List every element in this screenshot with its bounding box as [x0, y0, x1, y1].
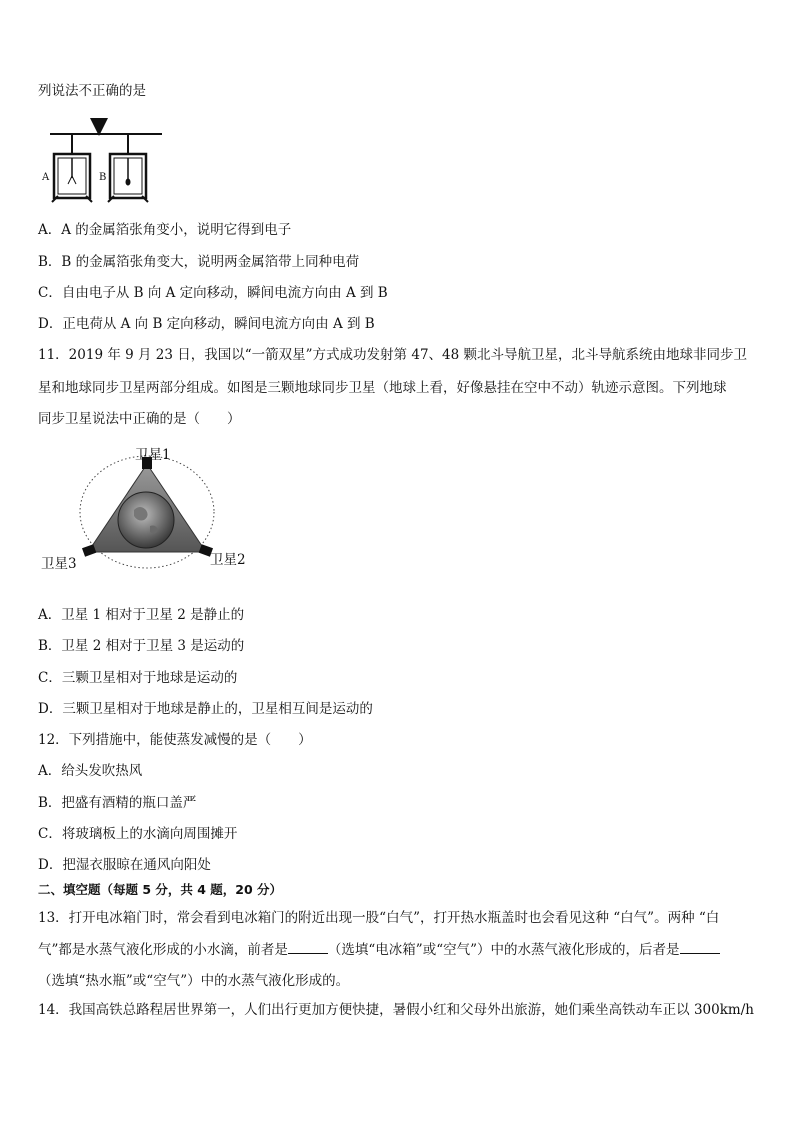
- q11-option-b: B．卫星 2 相对于卫星 3 是运动的: [38, 638, 245, 654]
- q12-option-a: A．给头发吹热风: [38, 763, 143, 779]
- satellite-2-label: 卫星2: [210, 552, 246, 568]
- q11-stem-line3: 同步卫星说法中正确的是（ ）: [38, 411, 241, 427]
- q12-option-c: C．将玻璃板上的水滴向周围摊开: [38, 826, 238, 842]
- q13-line1: 13．打开电冰箱门时，常会看到电冰箱门的附近出现一股“白气”，打开热水瓶盖时也会看见这种 “白气”。两种 “白: [38, 910, 720, 926]
- q10-option-d: D．正电荷从 A 向 B 定向移动，瞬间电流方向由 A 到 B: [38, 316, 375, 332]
- satellite-3-label: 卫星3: [41, 556, 77, 572]
- q12-option-d: D．把湿衣服晾在通风向阳处: [38, 857, 211, 873]
- q13-line3: （选填“热水瓶”或“空气”）中的水蒸气液化形成的。: [38, 973, 350, 989]
- q10-option-a: A．A 的金属箔张角变小，说明它得到电子: [38, 222, 292, 238]
- q11-option-c: C．三颗卫星相对于地球是运动的: [38, 670, 238, 686]
- q11-stem-line1: 11．2019 年 9 月 23 日，我国以“一箭双星”方式成功发射第 47、48 颗北斗导航卫星，北斗导航系统由地球非同步卫: [38, 347, 747, 363]
- satellite-1-label: 卫星1: [135, 447, 171, 463]
- q12-option-b: B．把盛有酒精的瓶口盖严: [38, 795, 197, 811]
- q10-option-c: C．自由电子从 B 向 A 定向移动，瞬间电流方向由 A 到 B: [38, 285, 388, 301]
- satellite-orbit-figure: [38, 440, 258, 580]
- q13-blank-1[interactable]: [288, 941, 328, 954]
- label-a: A: [42, 172, 50, 183]
- q11-option-d: D．三颗卫星相对于地球是静止的，卫星相互间是运动的: [38, 701, 373, 717]
- q10-stem-tail: 列说法不正确的是: [38, 83, 146, 99]
- electroscope-figure: [38, 112, 168, 204]
- q13-line2-part-b: （选填“电冰箱”或“空气”）中的水蒸气液化形成的，后者是: [327, 942, 680, 958]
- q12-stem: 12．下列措施中，能使蒸发减慢的是（ ）: [38, 732, 312, 748]
- q11-option-a: A．卫星 1 相对于卫星 2 是静止的: [38, 607, 245, 623]
- label-b: B: [99, 172, 107, 183]
- q13-line2-part-a: 气”都是水蒸气液化形成的小水滴，前者是: [38, 942, 288, 958]
- q14-line1: 14．我国高铁总路程居世界第一，人们出行更加方便快捷，暑假小红和父母外出旅游，她们乘坐高铁动车正以 300km/h: [38, 1002, 754, 1018]
- section-heading: 二、填空题（每题 5 分，共 4 题，20 分）: [38, 882, 283, 897]
- q13-blank-2[interactable]: [680, 941, 720, 954]
- electroscope-drawing: [38, 112, 168, 204]
- q11-stem-line2: 星和地球同步卫星两部分组成。如图是三颗地球同步卫星（地球上看，好像悬挂在空中不动）轨迹示意图。下列地球: [38, 380, 727, 396]
- q10-option-b: B．B 的金属箔张角变大，说明两金属箔带上同种电荷: [38, 254, 360, 270]
- q13-line2: [38, 941, 720, 959]
